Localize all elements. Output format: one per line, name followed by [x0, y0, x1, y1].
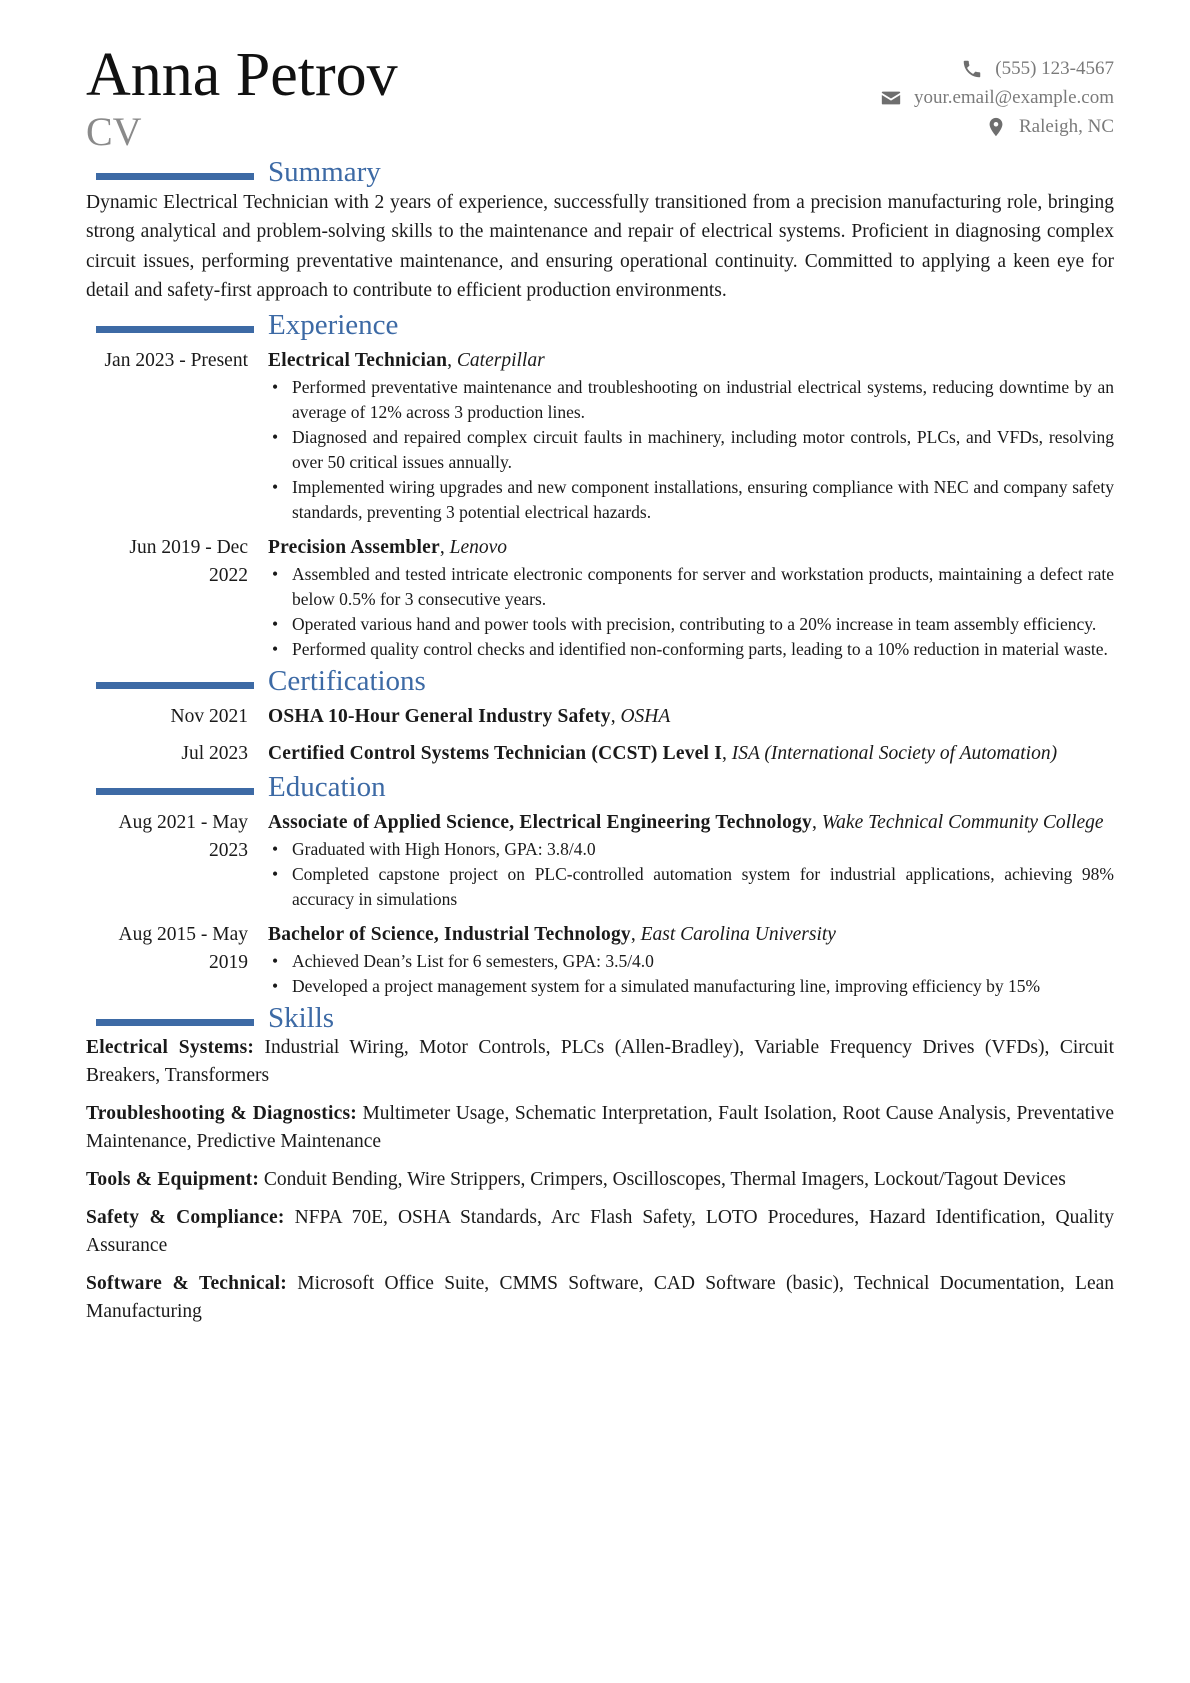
entry-date: Aug 2021 - May 2023 [118, 812, 248, 862]
bullet-list [268, 949, 1114, 999]
bullet-item: • Performed preventative maintenance and troubleshooting on industrial electrical systems, reducing downtime by an average of 12% across 3 production lines. [268, 375, 1114, 425]
bullet-item: • Performed quality control checks and identified non-conforming parts, leading to a 10% reduction in material waste. [268, 637, 1114, 662]
bullet-list [268, 562, 1114, 662]
entry-title: Electrical Technician, Caterpillar [268, 350, 545, 372]
entry-date: Aug 2015 - May 2019 [118, 924, 248, 974]
skill-text: Microsoft Office Suite, CMMS Software, CAD Software (basic), Technical Documentation, Lean Manufacturing [86, 1273, 1114, 1323]
bullet-item: • Developed a project management system for a simulated manufacturing line, improving efficiency by 15% [268, 974, 1114, 999]
bullet-list [268, 375, 1114, 525]
entry-body [268, 740, 1114, 768]
contact-location [880, 112, 1114, 141]
bullet-item: • Operated various hand and power tools with precision, contributing to a 20% increase in team assembly efficiency. [268, 612, 1114, 637]
section-skills-header [86, 1002, 1114, 1042]
degree-name: Associate of Applied Science, Electrical Engineering Technology [268, 812, 812, 834]
section-title: Education [268, 771, 386, 804]
section-divider-bar [96, 1019, 254, 1026]
entry-title: OSHA 10-Hour General Industry Safety, OSHA [268, 706, 671, 728]
job-role: Precision Assembler [268, 537, 440, 559]
education-entry [86, 809, 1114, 912]
certification-entry [86, 740, 1114, 768]
section-divider-bar [96, 788, 254, 795]
entry-body [268, 809, 1114, 912]
school-name: East Carolina University [640, 924, 836, 946]
cert-org: OSHA [620, 706, 671, 728]
skill-label: Troubleshooting & Diagnostics: [86, 1103, 357, 1125]
section-education-header [86, 771, 1114, 811]
section-title: Summary [268, 156, 381, 188]
skill-label: Software & Technical: [86, 1273, 287, 1295]
section-divider-bar [96, 326, 254, 333]
contact-email[interactable] [880, 83, 1114, 112]
skill-text: Conduit Bending, Wire Strippers, Crimpers, Oscilloscopes, Thermal Imagers, Lockout/Tagout Devices [263, 1169, 1066, 1191]
section-divider-bar [96, 173, 254, 180]
header [86, 40, 1114, 158]
skill-label: Safety & Compliance: [86, 1207, 285, 1229]
entry-body [268, 534, 1114, 662]
entry-title: Certified Control Systems Technician (CCST) Level I, ISA (International Society of Automation) [268, 743, 1058, 765]
cert-name: Certified Control Systems Technician (CCST) Level I [268, 743, 722, 765]
education-entry [86, 921, 1114, 999]
bullet-item: • Implemented wiring upgrades and new component installations, ensuring compliance with NEC and company safety standards, preventing 3 potential electrical hazards. [268, 475, 1114, 525]
entry-body [268, 921, 1114, 999]
summary-text: Dynamic Electrical Technician with 2 years of experience, successfully transitioned from a precision manufacturing role, bringing strong analytical and problem-solving skills to the maintenance and repair of electrical systems. Proficient in diagnosing complex circuit issues, performing preventative maintenance, and ensuring operational continuity. Committed to applying a keen eye for detail and safety-first approach to contribute to efficient production environments. [86, 192, 1114, 301]
entry-body [268, 703, 1114, 731]
experience-entry [86, 347, 1114, 525]
cv-page [86, 40, 1114, 1336]
section-title: Experience [268, 309, 399, 342]
email-text: your.email@example.com [913, 86, 1114, 108]
contact-info [880, 54, 1114, 141]
bullet-list [268, 837, 1114, 912]
job-org: Lenovo [449, 537, 508, 559]
entry-date: Jul 2023 [181, 743, 248, 765]
bullet-item: • Graduated with High Honors, GPA: 3.8/4.0 [268, 837, 1114, 862]
bullet-item: • Diagnosed and repaired complex circuit faults in machinery, including motor controls, PLCs, and VFDs, resolving over 50 critical issues annually. [268, 425, 1114, 475]
cert-name: OSHA 10-Hour General Industry Safety [268, 706, 611, 728]
entry-date: Nov 2021 [170, 706, 248, 728]
section-certifications-header [86, 665, 1114, 705]
phone-text: (555) 123-4567 [995, 57, 1114, 79]
job-role: Electrical Technician [268, 350, 448, 372]
school-name: Wake Technical Community College [821, 812, 1104, 834]
entry-date: Jun 2019 - Dec 2022 [129, 537, 248, 587]
bullet-item: • Assembled and tested intricate electronic components for server and workstation products, maintaining a defect rate below 0.5% for 3 consecutive years. [268, 562, 1114, 612]
location-text: Raleigh, NC [1019, 115, 1114, 137]
entry-body [268, 347, 1114, 525]
skill-row [86, 1204, 1114, 1260]
document-subtitle: CV [86, 109, 142, 154]
cert-org: ISA (International Society of Automation) [731, 743, 1058, 765]
section-summary-header [86, 156, 1114, 196]
map-pin-icon [985, 116, 1007, 138]
experience-entry [86, 534, 1114, 662]
skills-list [86, 1034, 1114, 1326]
job-org: Caterpillar [456, 350, 545, 372]
bullet-item: • Completed capstone project on PLC-controlled automation system for industrial applications, achieving 98% accuracy in simulations [268, 862, 1114, 912]
section-divider-bar [96, 682, 254, 689]
entry-title: Bachelor of Science, Industrial Technology, East Carolina University [268, 924, 836, 946]
bullet-item: • Achieved Dean’s List for 6 semesters, GPA: 3.5/4.0 [268, 949, 1114, 974]
skill-row [86, 1166, 1114, 1194]
degree-name: Bachelor of Science, Industrial Technology [268, 924, 631, 946]
section-title: Skills [268, 1002, 335, 1035]
entry-title: Associate of Applied Science, Electrical Engineering Technology, Wake Technical Community College [268, 812, 1104, 834]
skill-row [86, 1034, 1114, 1090]
contact-phone[interactable] [880, 54, 1114, 83]
skill-row [86, 1270, 1114, 1326]
section-title: Certifications [268, 665, 426, 698]
entry-date: Jan 2023 - Present [104, 350, 248, 372]
skill-label: Tools & Equipment: [86, 1169, 260, 1191]
section-experience-header [86, 309, 1114, 349]
entry-title: Precision Assembler, Lenovo [268, 537, 508, 559]
skill-text: Multimeter Usage, Schematic Interpretation, Fault Isolation, Root Cause Analysis, Preventative Maintenance, Predictive Maintenance [86, 1103, 1115, 1153]
skill-row [86, 1100, 1114, 1156]
phone-icon [961, 58, 983, 80]
certification-entry [86, 703, 1114, 731]
skill-label: Electrical Systems: [86, 1037, 255, 1059]
person-name: Anna Petrov [86, 41, 398, 109]
skill-text: NFPA 70E, OSHA Standards, Arc Flash Safety, LOTO Procedures, Hazard Identification, Quality Assurance [86, 1207, 1114, 1257]
skill-text: Industrial Wiring, Motor Controls, PLCs (Allen-Bradley), Variable Frequency Drives (VFDs), Circuit Breakers, Transformers [86, 1037, 1114, 1087]
envelope-icon [880, 87, 902, 109]
